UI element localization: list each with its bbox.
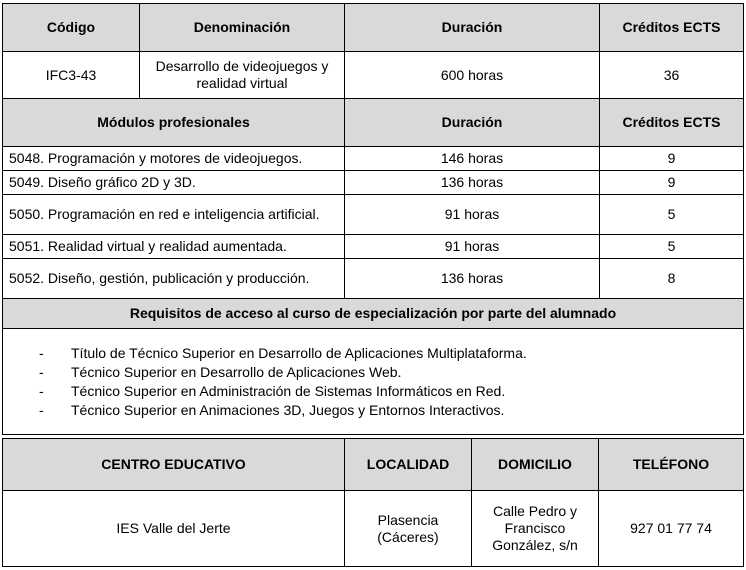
module-creditos: 5	[600, 235, 744, 259]
course-denominacion: Desarrollo de videojuegos y realidad virtual	[140, 52, 345, 99]
module-duracion: 136 horas	[345, 259, 600, 299]
list-item	[39, 363, 743, 382]
header-modulos-creditos: Créditos ECTS	[600, 99, 744, 147]
list-item	[39, 382, 743, 401]
bullet-dash: -	[39, 382, 44, 399]
header-modulos: Módulos profesionales	[3, 99, 345, 147]
course-row	[3, 52, 744, 99]
module-name: 5051. Realidad virtual y realidad aumentada.	[3, 235, 345, 259]
header-denominacion: Denominación	[140, 4, 345, 52]
centro-nombre: IES Valle del Jerte	[3, 491, 345, 567]
requisito-text: Título de Técnico Superior en Desarrollo de Aplicaciones Multiplataforma.	[71, 344, 527, 361]
course-codigo: IFC3-43	[3, 52, 140, 99]
module-name: 5052. Diseño, gestión, publicación y producción.	[3, 259, 345, 299]
module-duracion: 91 horas	[345, 235, 600, 259]
module-creditos: 9	[600, 171, 744, 195]
header-telefono: TELÉFONO	[599, 439, 744, 491]
requisito-text: Técnico Superior en Administración de Sistemas Informáticos en Red.	[71, 382, 506, 399]
centro-telefono: 927 01 77 74	[599, 491, 744, 567]
module-creditos: 9	[600, 147, 744, 171]
bullet-dash: -	[39, 344, 44, 361]
header-modulos-duracion: Duración	[345, 99, 600, 147]
course-table	[2, 3, 744, 435]
header-centro: CENTRO EDUCATIVO	[3, 439, 345, 491]
module-row	[3, 235, 744, 259]
requisitos-title-row	[3, 299, 744, 329]
centro-domicilio: Calle Pedro y Francisco González, s/n	[472, 491, 599, 567]
header-domicilio: DOMICILIO	[472, 439, 599, 491]
list-item	[39, 344, 743, 363]
centro-header-row	[3, 439, 744, 491]
top-header-row	[3, 4, 744, 52]
centro-localidad: Plasencia (Cáceres)	[345, 491, 472, 567]
requisito-text: Técnico Superior en Desarrollo de Aplicaciones Web.	[71, 363, 402, 380]
module-creditos: 8	[600, 259, 744, 299]
header-duracion: Duración	[345, 4, 600, 52]
module-name: 5049. Diseño gráfico 2D y 3D.	[3, 171, 345, 195]
header-creditos: Créditos ECTS	[600, 4, 744, 52]
requisito-text: Técnico Superior en Animaciones 3D, Juegos y Entornos Interactivos.	[71, 401, 505, 418]
bullet-dash: -	[39, 363, 44, 380]
course-creditos: 36	[600, 52, 744, 99]
module-duracion: 146 horas	[345, 147, 600, 171]
module-row	[3, 195, 744, 235]
module-creditos: 5	[600, 195, 744, 235]
list-item	[39, 401, 743, 420]
module-name: 5050. Programación en red e inteligencia artificial.	[3, 195, 345, 235]
module-duracion: 136 horas	[345, 171, 600, 195]
module-row	[3, 259, 744, 299]
header-localidad: LOCALIDAD	[345, 439, 472, 491]
module-row	[3, 171, 744, 195]
header-codigo: Código	[3, 4, 140, 52]
centro-row	[3, 491, 744, 567]
requisitos-cell	[3, 329, 744, 435]
module-duracion: 91 horas	[345, 195, 600, 235]
centro-table	[2, 438, 744, 567]
modules-header-row	[3, 99, 744, 147]
requisitos-list-row	[3, 329, 744, 435]
course-duracion: 600 horas	[345, 52, 600, 99]
requisitos-title: Requisitos de acceso al curso de especialización por parte del alumnado	[3, 299, 744, 329]
module-name: 5048. Programación y motores de videojuegos.	[3, 147, 345, 171]
bullet-dash: -	[39, 401, 44, 418]
requisitos-list	[3, 344, 743, 420]
module-row	[3, 147, 744, 171]
